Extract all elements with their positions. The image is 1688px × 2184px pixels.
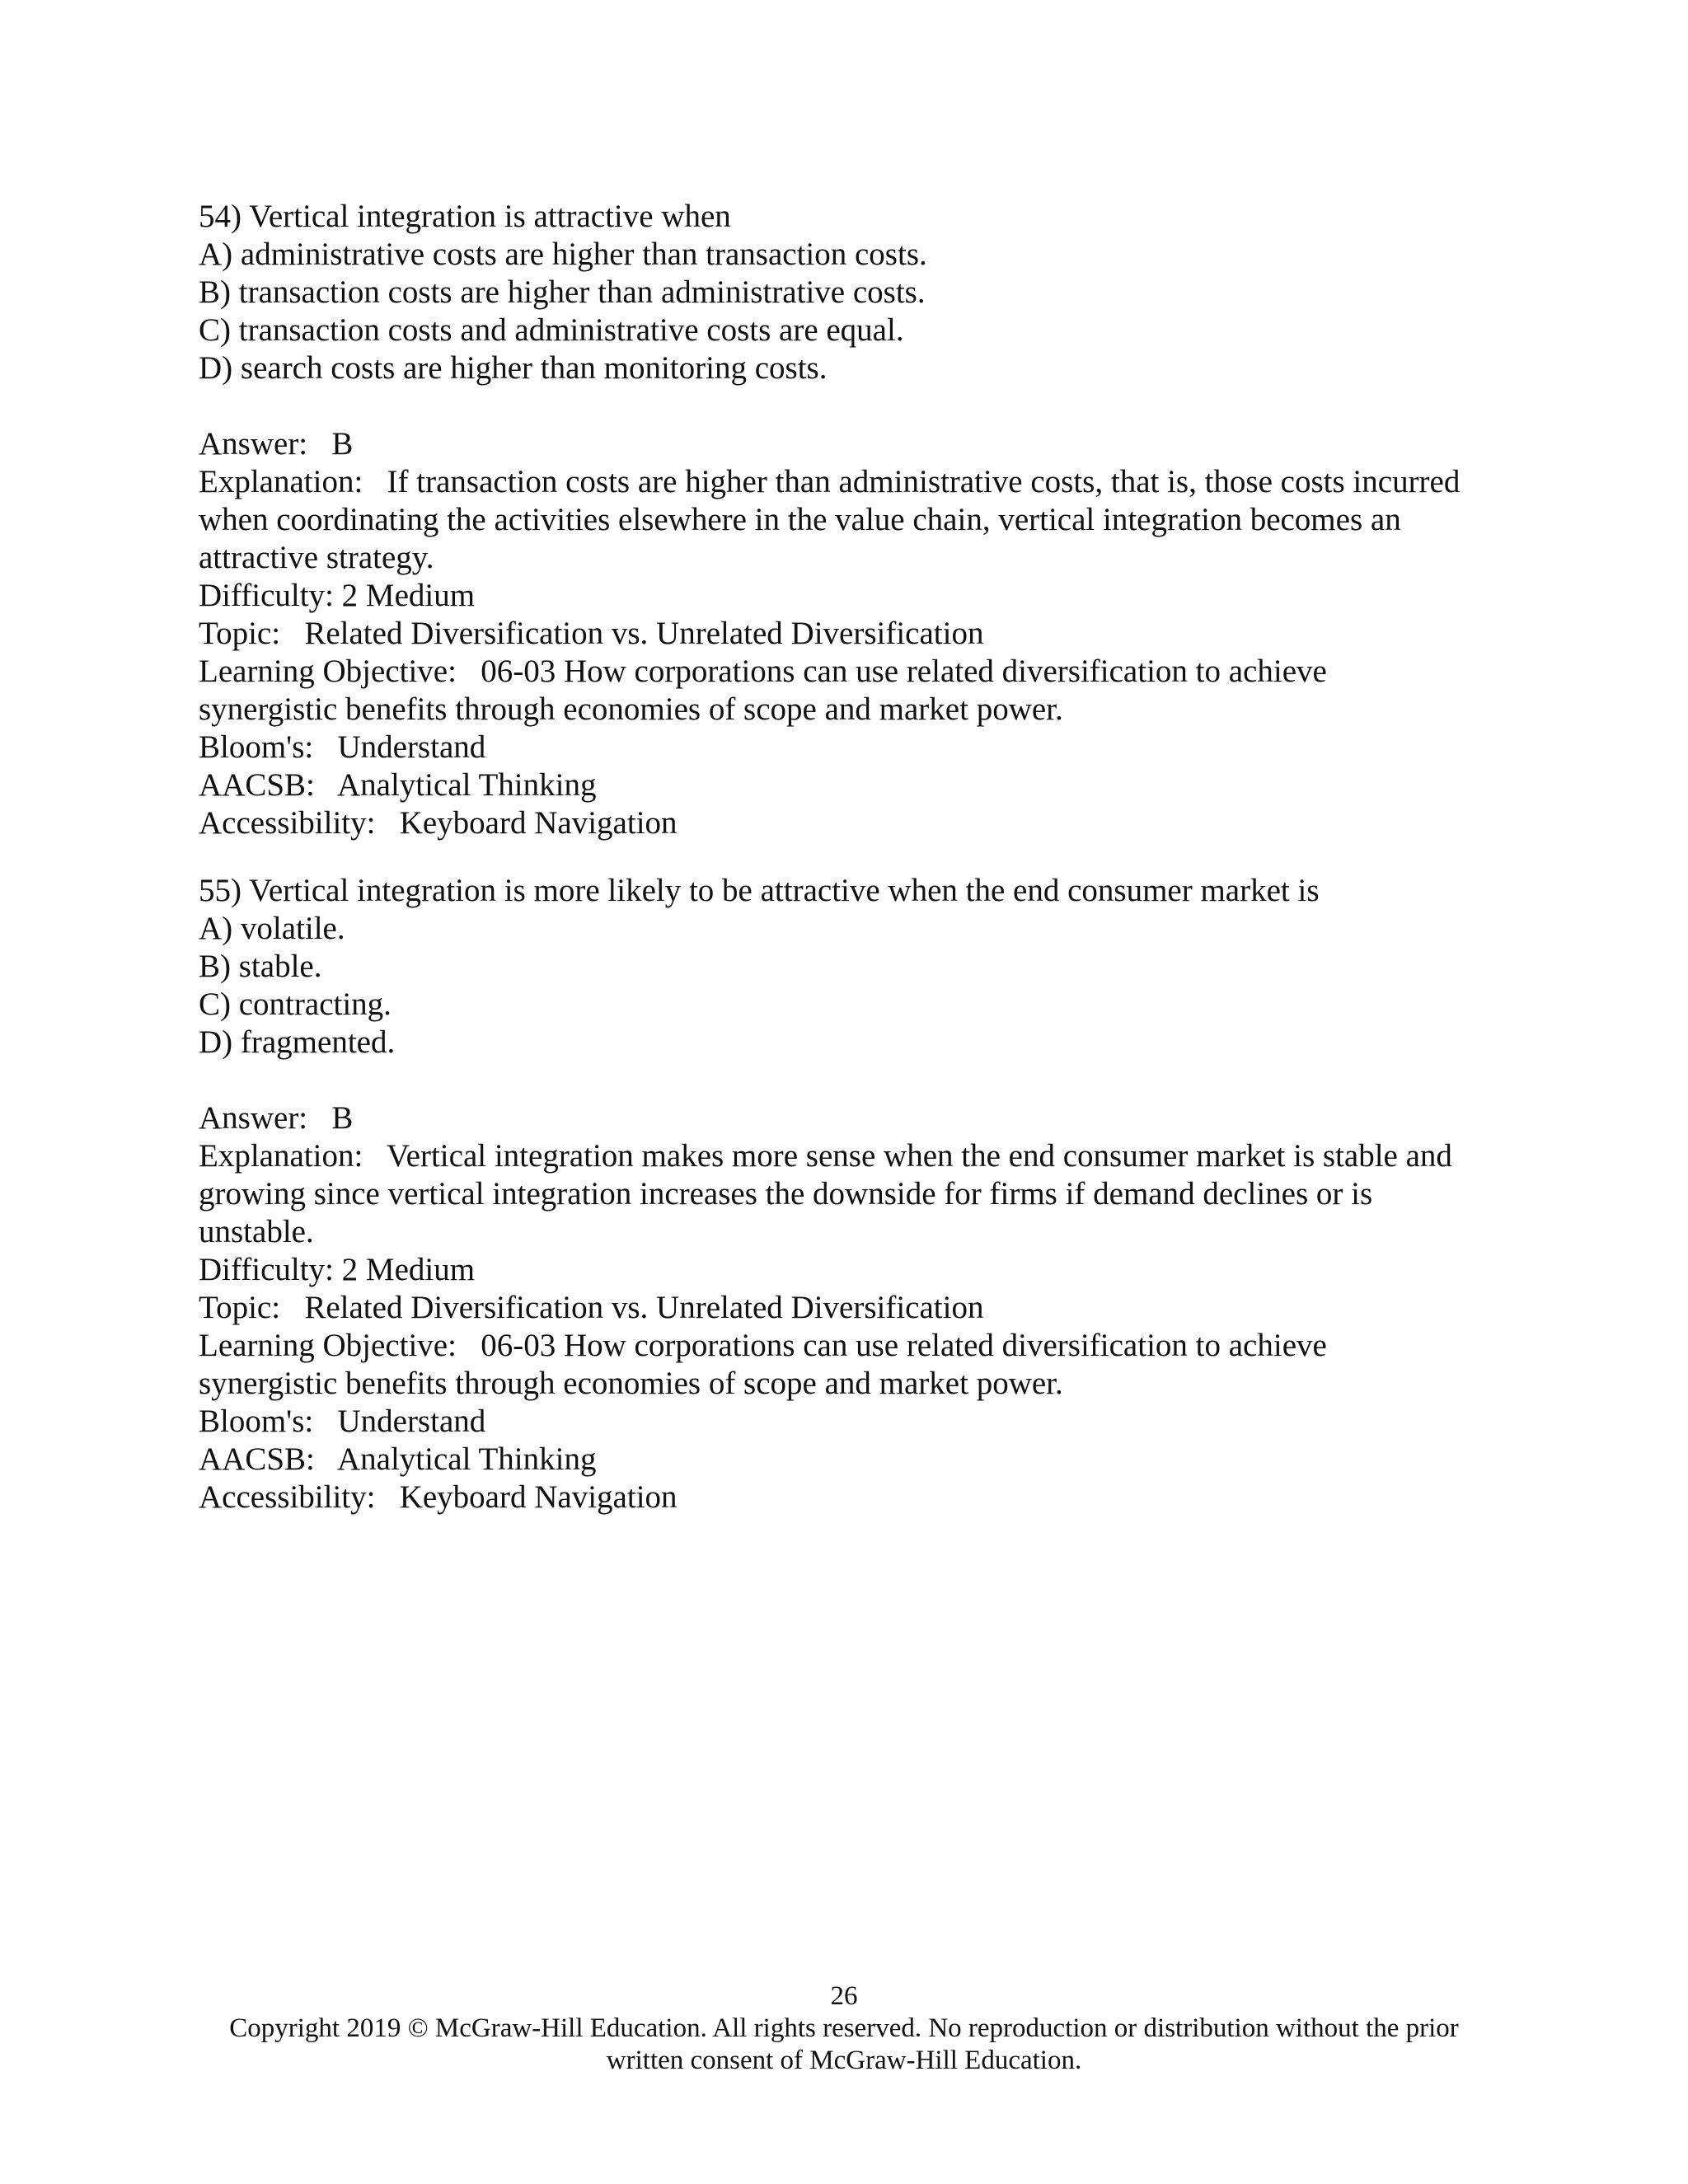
spacer — [199, 842, 1534, 872]
aacsb: AACSB: Analytical Thinking — [199, 767, 597, 803]
accessibility: Accessibility: Keyboard Navigation — [199, 805, 678, 841]
blooms: Bloom's: Understand — [199, 729, 486, 765]
option-a: A) administrative costs are higher than transaction costs. — [199, 237, 927, 272]
answer: Answer: B — [199, 426, 354, 462]
explanation-line: attractive strategy. — [199, 540, 434, 575]
option-c: C) transaction costs and administrative costs are equal. — [199, 312, 904, 348]
copyright-notice: written consent of McGraw-Hill Education. — [606, 2046, 1082, 2075]
explanation-line: when coordinating the activities elsewhere in the value chain, vertical integration becomes an — [199, 502, 1401, 537]
option-d: D) search costs are higher than monitoring costs. — [199, 350, 828, 386]
accessibility: Accessibility: Keyboard Navigation — [199, 1479, 678, 1515]
copyright-notice: Copyright 2019 © McGraw-Hill Education. All rights reserved. No reproduction or distribution without the prior — [229, 2013, 1459, 2043]
difficulty: Difficulty: 2 Medium — [199, 578, 476, 613]
option-b: B) stable. — [199, 949, 322, 984]
blooms: Bloom's: Understand — [199, 1404, 486, 1439]
aacsb: AACSB: Analytical Thinking — [199, 1441, 597, 1477]
topic: Topic: Related Diversification vs. Unrelated Diversification — [199, 1290, 984, 1325]
answer: Answer: B — [199, 1100, 354, 1136]
spacer — [199, 387, 1534, 425]
question-54 — [199, 198, 1534, 842]
topic: Topic: Related Diversification vs. Unrelated Diversification — [199, 616, 984, 651]
explanation-line: Explanation: If transaction costs are higher than administrative costs, that is, those costs incurred — [199, 464, 1461, 499]
question-stem: 55) Vertical integration is more likely to be attractive when the end consumer market is — [199, 873, 1320, 908]
explanation-line: Explanation: Vertical integration makes more sense when the end consumer market is stable and — [199, 1138, 1452, 1174]
option-a: A) volatile. — [199, 911, 345, 946]
option-b: B) transaction costs are higher than administrative costs. — [199, 274, 926, 310]
learning-objective-line: synergistic benefits through economies of scope and market power. — [199, 691, 1063, 727]
difficulty: Difficulty: 2 Medium — [199, 1252, 476, 1287]
learning-objective-line: Learning Objective: 06-03 How corporations can use related diversification to achieve — [199, 654, 1327, 689]
option-d: D) fragmented. — [199, 1024, 396, 1060]
explanation-line: unstable. — [199, 1214, 314, 1249]
page-footer — [0, 1980, 1688, 2077]
spacer — [199, 1062, 1534, 1099]
learning-objective-line: Learning Objective: 06-03 How corporations can use related diversification to achieve — [199, 1328, 1327, 1363]
page-content — [199, 198, 1534, 1516]
page-number: 26 — [830, 1981, 858, 2011]
learning-objective-line: synergistic benefits through economies of scope and market power. — [199, 1366, 1063, 1401]
explanation-line: growing since vertical integration increases the downside for firms if demand declines or is — [199, 1176, 1373, 1212]
question-stem: 54) Vertical integration is attractive when — [199, 199, 731, 234]
option-c: C) contracting. — [199, 987, 392, 1022]
question-55 — [199, 872, 1534, 1516]
